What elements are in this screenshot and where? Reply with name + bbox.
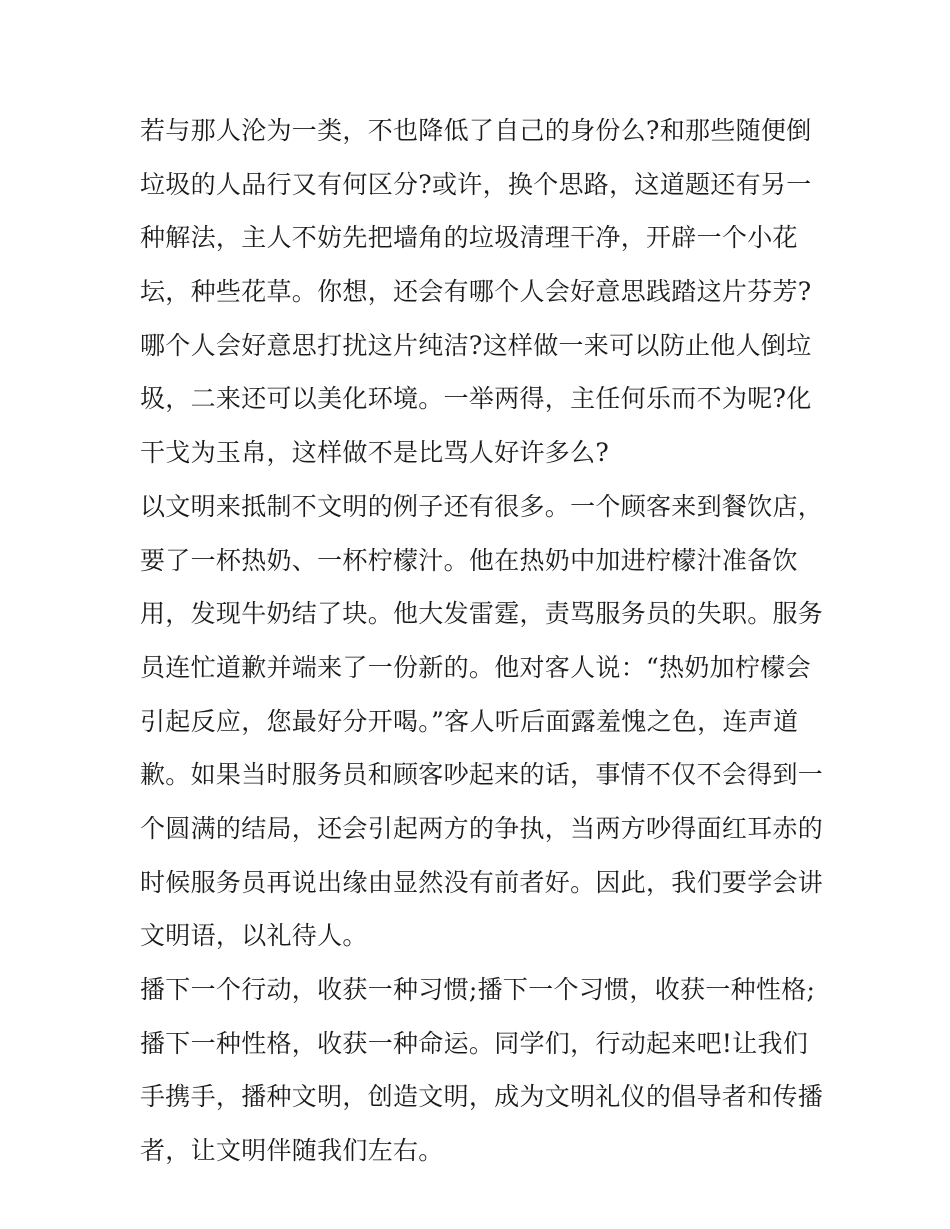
text-line: 手携手，播种文明，创造文明，成为文明礼仪的倡导者和传播 xyxy=(140,1082,824,1112)
text-line: 干戈为玉帛，这样做不是比骂人好许多么? xyxy=(140,438,610,468)
text-line: 圾，二来还可以美化环境。一举两得，主任何乐而不为呢?化 xyxy=(140,384,812,414)
body-text xyxy=(140,104,824,1178)
text-line: 用，发现牛奶结了块。他大发雷霆，责骂服务员的失职。服务 xyxy=(140,599,824,629)
text-line: 播下一个行动，收获一种习惯;播下一个习惯，收获一种性格; xyxy=(140,975,816,1004)
text-line: 播下一种性格，收获一种命运。同学们，行动起来吧!让我们 xyxy=(140,1028,809,1058)
text-line: 种解法，主人不妨先把墙角的垃圾清理干净，开辟一个小花 xyxy=(140,223,798,253)
text-line: 员连忙道歉并端来了一份新的。他对客人说：“热奶加柠檬会 xyxy=(140,652,811,682)
text-line: 垃圾的人品行又有何区分?或许，换个思路，这道题还有另一 xyxy=(140,169,812,199)
text-line: 文明语，以礼待人。 xyxy=(140,921,368,951)
text-line: 若与那人沦为一类，不也降低了自己的身份么?和那些随便倒 xyxy=(140,116,812,145)
text-line: 个圆满的结局，还会引起两方的争执，当两方吵得面红耳赤的 xyxy=(140,813,824,843)
text-line: 以文明来抵制不文明的例子还有很多。一个顾客来到餐饮店， xyxy=(140,491,824,521)
text-line: 要了一杯热奶、一杯柠檬汁。他在热奶中加进柠檬汁准备饮 xyxy=(140,545,798,575)
text-line: 哪个人会好意思打扰这片纯洁?这样做一来可以防止他人倒垃 xyxy=(140,330,812,360)
text-line: 引起反应，您最好分开喝。”客人听后面露羞愧之色，连声道 xyxy=(140,706,799,736)
text-line: 坛，种些花草。你想，还会有哪个人会好意思践踏这片芬芳? xyxy=(140,277,812,307)
text-line: 者，让文明伴随我们左右。 xyxy=(140,1136,444,1166)
text-line: 时候服务员再说出缘由显然没有前者好。因此，我们要学会讲 xyxy=(140,867,824,897)
text-line: 歉。如果当时服务员和顾客吵起来的话，事情不仅不会得到一 xyxy=(140,760,824,790)
